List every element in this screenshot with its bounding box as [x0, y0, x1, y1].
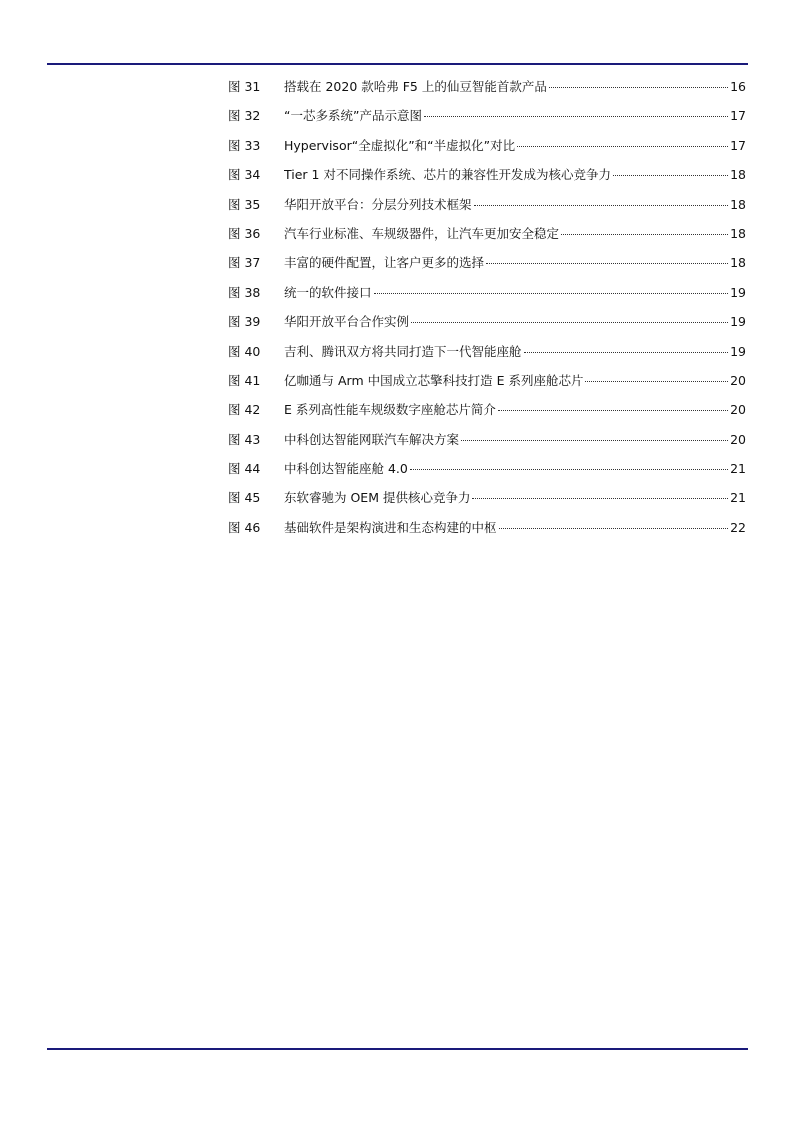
figure-title: 丰富的硬件配置，让客户更多的选择 — [284, 255, 485, 271]
page-number: 21 — [730, 490, 746, 506]
figure-title: 中科创达智能网联汽车解决方案 — [284, 431, 460, 447]
toc-entry[interactable] — [228, 342, 746, 371]
figure-number: 图 40 — [228, 343, 261, 359]
page-number: 22 — [730, 519, 746, 535]
dot-leader — [524, 351, 729, 353]
toc-entry[interactable] — [228, 253, 746, 282]
figure-number: 图 44 — [228, 461, 261, 477]
figure-title: 东软睿驰为 OEM 提供核心竞争力 — [284, 490, 471, 506]
toc-entry[interactable] — [228, 518, 746, 547]
dot-leader — [613, 174, 728, 176]
toc-entry[interactable] — [228, 430, 746, 459]
figure-number: 图 39 — [228, 314, 261, 330]
page-number: 18 — [730, 225, 746, 241]
page-number: 19 — [730, 284, 746, 300]
dot-leader — [474, 204, 729, 206]
figure-number: 图 42 — [228, 402, 261, 418]
footer-rule — [47, 1048, 748, 1050]
toc-entry[interactable] — [228, 224, 746, 253]
figure-number: 图 32 — [228, 108, 261, 124]
page-number: 18 — [730, 196, 746, 212]
figure-number: 图 37 — [228, 255, 261, 271]
dot-leader — [517, 145, 728, 147]
toc-entry[interactable] — [228, 459, 746, 488]
page-number: 20 — [730, 402, 746, 418]
figure-title: 统一的软件接口 — [284, 284, 372, 300]
dot-leader — [585, 380, 728, 382]
figure-title: 亿咖通与 Arm 中国成立芯擎科技打造 E 系列座舱芯片 — [284, 372, 584, 388]
page-number: 18 — [730, 255, 746, 271]
toc-entry[interactable] — [228, 283, 746, 312]
toc-entry[interactable] — [228, 371, 746, 400]
toc-entry[interactable] — [228, 312, 746, 341]
dot-leader — [549, 86, 728, 88]
figure-title: “一芯多系统”产品示意图 — [284, 108, 422, 124]
dot-leader — [561, 233, 728, 235]
dot-leader — [411, 321, 728, 323]
figure-title: 华阳开放平台合作实例 — [284, 314, 410, 330]
page-number: 20 — [730, 372, 746, 388]
dot-leader — [374, 292, 729, 294]
figure-title: 基础软件是架构演进和生态构建的中枢 — [284, 519, 497, 535]
dot-leader — [461, 439, 728, 441]
toc-entry[interactable] — [228, 106, 746, 135]
toc-entry[interactable] — [228, 136, 746, 165]
toc-entry[interactable] — [228, 488, 746, 517]
toc-entry[interactable] — [228, 165, 746, 194]
figure-number: 图 35 — [228, 196, 261, 212]
figure-title: 华阳开放平台：分层分列技术框架 — [284, 196, 472, 212]
figure-index-list — [228, 77, 746, 547]
figure-number: 图 41 — [228, 372, 261, 388]
dot-leader — [424, 115, 728, 117]
dot-leader — [499, 527, 729, 529]
toc-entry[interactable] — [228, 195, 746, 224]
figure-title: 汽车行业标准、车规级器件，让汽车更加安全稳定 — [284, 225, 560, 241]
figure-number: 图 45 — [228, 490, 261, 506]
page-number: 21 — [730, 461, 746, 477]
dot-leader — [486, 262, 728, 264]
figure-number: 图 46 — [228, 519, 261, 535]
toc-entry[interactable] — [228, 77, 746, 106]
figure-number: 图 33 — [228, 137, 261, 153]
toc-entry[interactable] — [228, 400, 746, 429]
page-number: 16 — [730, 79, 746, 94]
page-number: 18 — [730, 167, 746, 183]
page-number: 19 — [730, 314, 746, 330]
page-number: 17 — [730, 108, 746, 124]
page-number: 19 — [730, 343, 746, 359]
figure-title: Hypervisor“全虚拟化”和“半虚拟化”对比 — [284, 137, 516, 153]
figure-title: 中科创达智能座舱 4.0 — [284, 461, 408, 477]
figure-title: 吉利、腾讯双方将共同打造下一代智能座舱 — [284, 343, 522, 359]
figure-number: 图 38 — [228, 284, 261, 300]
page-number: 20 — [730, 431, 746, 447]
page-number: 17 — [730, 137, 746, 153]
dot-leader — [472, 497, 728, 499]
header-rule — [47, 63, 748, 65]
figure-title: E 系列高性能车规级数字座舱芯片简介 — [284, 402, 496, 418]
figure-number: 图 36 — [228, 225, 261, 241]
figure-title: 搭载在 2020 款哈弗 F5 上的仙豆智能首款产品 — [284, 79, 547, 94]
figure-number: 图 31 — [228, 79, 261, 94]
dot-leader — [410, 468, 728, 470]
figure-title: Tier 1 对不同操作系统、芯片的兼容性开发成为核心竞争力 — [284, 167, 611, 183]
figure-number: 图 43 — [228, 431, 261, 447]
dot-leader — [498, 409, 728, 411]
figure-number: 图 34 — [228, 167, 261, 183]
